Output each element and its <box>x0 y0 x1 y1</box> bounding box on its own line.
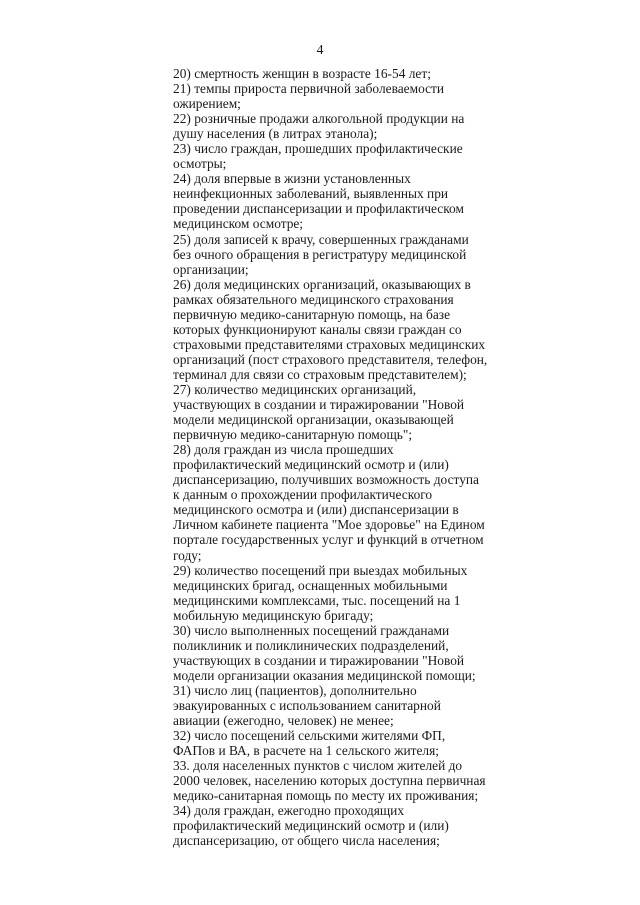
text-line: 34) доля граждан, ежегодно проходящих <box>173 803 405 819</box>
text-line: 28) доля граждан из числа прошедших <box>173 442 394 458</box>
document-body <box>173 66 488 849</box>
text-line: 20) смертность женщин в возрасте 16-54 лет; <box>173 66 431 81</box>
text-line: диспансеризацию, получивших возможность доступа <box>173 472 480 488</box>
text-line: 21) темпы прироста первичной заболеваемости <box>173 81 445 97</box>
text-line: медицинском осмотре; <box>173 216 304 232</box>
text-line: медицинского осмотра и (или) диспансеризации в <box>173 502 459 518</box>
text-line: модели медицинской организации, оказывающей <box>173 412 454 428</box>
text-line: 33. доля населенных пунктов с числом жителей до <box>173 758 463 774</box>
text-line: 25) доля записей к врачу, совершенных гражданами <box>173 231 469 247</box>
text-line: эвакуированных с использованием санитарной <box>173 697 441 713</box>
text-line: 31) число лиц (пациентов), дополнительно <box>173 682 417 698</box>
text-line: 2000 человек, населению которых доступна первичная <box>173 773 486 789</box>
text-line: ожирением; <box>173 96 241 112</box>
text-line: проведении диспансеризации и профилактическом <box>173 201 464 217</box>
text-line: профилактический медицинский осмотр и (или) <box>173 818 449 834</box>
text-line: к данным о прохождении профилактического <box>173 487 433 503</box>
text-line: портале государственных услуг и функций в отчетном <box>173 532 484 548</box>
text-line: организаций (пост страхового представителя, телефон, <box>173 351 488 367</box>
text-line: осмотры; <box>173 156 227 172</box>
text-line: диспансеризацию, от общего числа населения; <box>173 833 440 849</box>
text-line: 32) число посещений сельскими жителями ФП, <box>173 728 446 744</box>
text-line: 30) число выполненных посещений гражданами <box>173 622 450 638</box>
text-line: году; <box>173 547 202 563</box>
text-line: поликлиник и поликлинических подразделений, <box>173 637 449 653</box>
text-line: 27) количество медицинских организаций, <box>173 381 417 397</box>
text-line: 23) число граждан, прошедших профилактические <box>173 141 463 157</box>
text-line: первичную медико-санитарную помощь, на базе <box>173 306 451 322</box>
text-line: 29) количество посещений при выездах мобильных <box>173 562 468 578</box>
text-line: медицинских бригад, оснащенных мобильными <box>173 577 448 593</box>
text-line: первичную медико-санитарную помощь"; <box>173 427 413 443</box>
text-line: 24) доля впервые в жизни установленных <box>173 171 411 187</box>
text-line: рамках обязательного медицинского страхования <box>173 291 454 307</box>
text-line: Личном кабинете пациента "Мое здоровье" на Едином <box>173 517 485 533</box>
text-line: медицинскими комплексами, тыс. посещений на 1 <box>173 592 461 608</box>
text-line: 26) доля медицинских организаций, оказывающих в <box>173 276 471 292</box>
text-line: которых функционируют каналы связи граждан со <box>173 321 462 337</box>
text-line: без очного обращения в регистратуру медицинской <box>173 246 467 262</box>
text-line: участвующих в создании и тиражировании "Новой <box>173 397 465 413</box>
text-line: авиации (ежегодно, человек) не менее; <box>173 713 394 729</box>
text-line: участвующих в создании и тиражировании "Новой <box>173 652 465 668</box>
text-line: модели организации оказания медицинской помощи; <box>173 667 476 683</box>
text-line: душу населения (в литрах этанола); <box>173 126 378 142</box>
text-line: неинфекционных заболеваний, выявленных при <box>173 186 449 202</box>
text-line: организации; <box>173 261 249 277</box>
text-line: медико-санитарная помощь по месту их проживания; <box>173 788 479 804</box>
text-line: ФАПов и ВА, в расчете на 1 сельского жителя; <box>173 743 439 759</box>
text-line: страховыми представителями страховых медицинских <box>173 336 486 352</box>
text-line: мобильную медицинскую бригаду; <box>173 607 374 623</box>
text-line: профилактический медицинский осмотр и (или) <box>173 457 449 473</box>
text-line: 22) розничные продажи алкогольной продукции на <box>173 111 465 127</box>
page-number: 4 <box>316 43 324 58</box>
text-line: терминал для связи со страховым представителем); <box>173 366 467 382</box>
